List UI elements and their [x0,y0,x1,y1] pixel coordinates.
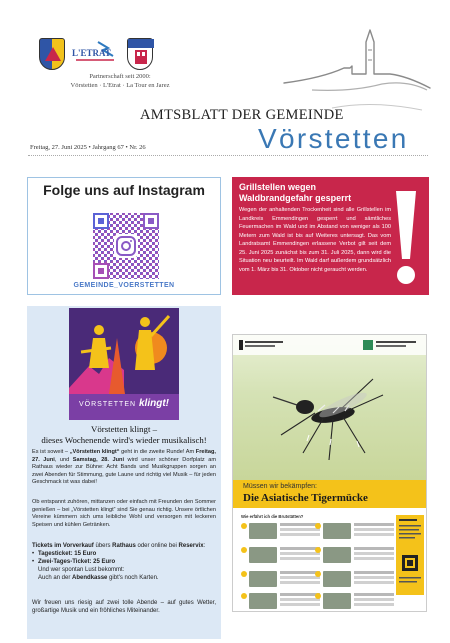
tip-text [354,523,394,526]
exclamation-icon [392,187,420,287]
klingt-tickets: Tickets im Vorverkauf übers Rathaus oder online bei Reservix: • Tagesticket: 15 Euro • Zwei-Tages-Ticket: 25 Euro Und wer spontan Lust bekommt: Auch an der Abendkasse gibt's noch Karten. [32,542,216,582]
tip-text [280,593,320,596]
poster-title-band [233,480,427,508]
tip-photo [249,571,277,587]
tip-text [354,571,394,574]
gazette-title: AMTSBLATT DER GEMEINDE [140,107,344,123]
la-tour-crest-icon [127,38,153,70]
tip-number-badge [315,523,321,529]
klingt-closing: Wir freuen uns riesig auf zwei tolle Abende – auf gutes Wetter, großartige Musik und ein fröhliches Miteinander. [32,600,216,614]
tip-text [280,523,320,526]
poster-kicker: Müssen wir bekämpfen: [243,483,317,490]
klingt-logo-word-1: VÖRSTETTEN [78,401,137,408]
mosquito-photo [233,335,427,480]
ticket-item: • Zwei-Tages-Ticket: 25 Euro [32,558,216,566]
town-name: Vörstetten [258,123,409,154]
poster-tip [249,523,319,545]
poster-header [233,335,427,355]
tip-number-badge [241,523,247,529]
poster-tip [323,571,393,593]
klingt-headline: Vörstetten klingt – dieses Wochenende wird's wieder musikalisch! [41,424,207,445]
tip-text [354,547,394,550]
tip-text [354,593,394,596]
klingt-paragraph: Ob entspannt zuhören, mittanzen oder einfach mit Freunden den Sommer genießen – bei „Vörstetten klingt“ sind Sie genau richtig. Unsere örtlichen Vereine kümmern sich ums leibliche Wohl und versorgen mit leckeren Speisen und kühlen Getränken. [32,499,216,528]
partnership-text: Partnerschaft seit 2000: Vörstetten · L'Etrat · La Tour en Jarez [70,73,170,89]
ticket-list [32,550,216,566]
letrat-logo [70,38,120,68]
tip-number-badge [315,593,321,599]
klingt-logo-text [69,398,179,409]
ticket-item: • Tagesticket: 15 Euro [32,550,216,558]
tip-text [280,547,320,550]
grill-warning-title: Grillstellen wegen Waldbrandgefahr gesperrt [239,182,352,203]
tip-text [280,571,320,574]
poster-subtitle: Wie erfährt ich die Brutstätten? [241,514,304,519]
poster-tip [249,571,319,593]
tip-photo [249,547,277,563]
klingt-logo-word-2: klingt! [139,398,169,409]
klingt-intro: Es ist soweit – „Vörstetten klingt“ geht in die zweite Runde! Am Freitag, 27. Juni, und Samstag, 28. Juni wird unser schöner Dorfplatz am Rathaus wieder zur Bühne: Acht Bands und Musikgruppen sorgen an zwei Abenden für Stimmung, gute Laune und richtig viel Musik – für jeden Geschmack ist was dabei! [32,449,216,486]
poster-tip [249,593,319,612]
mosquito-icon [233,335,427,480]
tip-number-badge [315,547,321,553]
tip-photo [249,523,277,539]
instagram-box [27,177,221,295]
instagram-title: Folge uns auf Instagram [43,182,205,198]
poster-tip [249,547,319,569]
tip-photo [323,547,351,563]
poster-title: Die Asiatische Tigermücke [243,492,368,504]
tip-number-badge [241,571,247,577]
letrat-logo-text: L'ETRAT [72,48,111,58]
spontan-line: Und wer spontan Lust bekommt: [38,567,125,573]
tigermuecke-poster [232,334,427,612]
tip-photo [323,593,351,609]
tip-photo [323,523,351,539]
instagram-qr-code[interactable] [89,209,163,283]
poster-info-sidebar [396,515,424,595]
grill-warning-box [232,177,429,295]
poster-tip [323,523,393,545]
instagram-handle[interactable]: GEMEINDE_VOERSTETTEN [73,282,175,289]
klingt-box [27,306,221,639]
tip-number-badge [241,547,247,553]
grill-warning-body: Wegen der anhaltenden Trockenheit sind alle Grillstellen im Landkreis Emmendingen gesperrt und sämtliches Feuermachen im Wald und im Abstand von weniger als 100 Metern zum Wald ist bis auf Weiteres untersagt. Das vom Landratsamt Emmendingen erlassene Verbot gilt seit dem 25. Juni 2025 zunächst bis zum 31. Juli 2025, dann wird die Situation neu beurteilt. Im Wald darf außerdem grundsätzlich vom 1. März bis 31. Oktober nicht geraucht werden. [239,207,391,273]
tip-photo [249,593,277,609]
tip-number-badge [241,593,247,599]
tip-number-badge [315,571,321,577]
tip-photo [323,571,351,587]
voerstetten-crest-icon [39,38,65,70]
poster-tip [323,593,393,612]
issue-line: Freitag, 27. Juni 2025 • Jahrgang 67 • Nr. 26 [30,144,146,151]
header-divider [28,155,428,156]
abendkasse-line: Auch an der Abendkasse gibt's noch Karten. [38,575,159,581]
poster-tip [323,547,393,569]
